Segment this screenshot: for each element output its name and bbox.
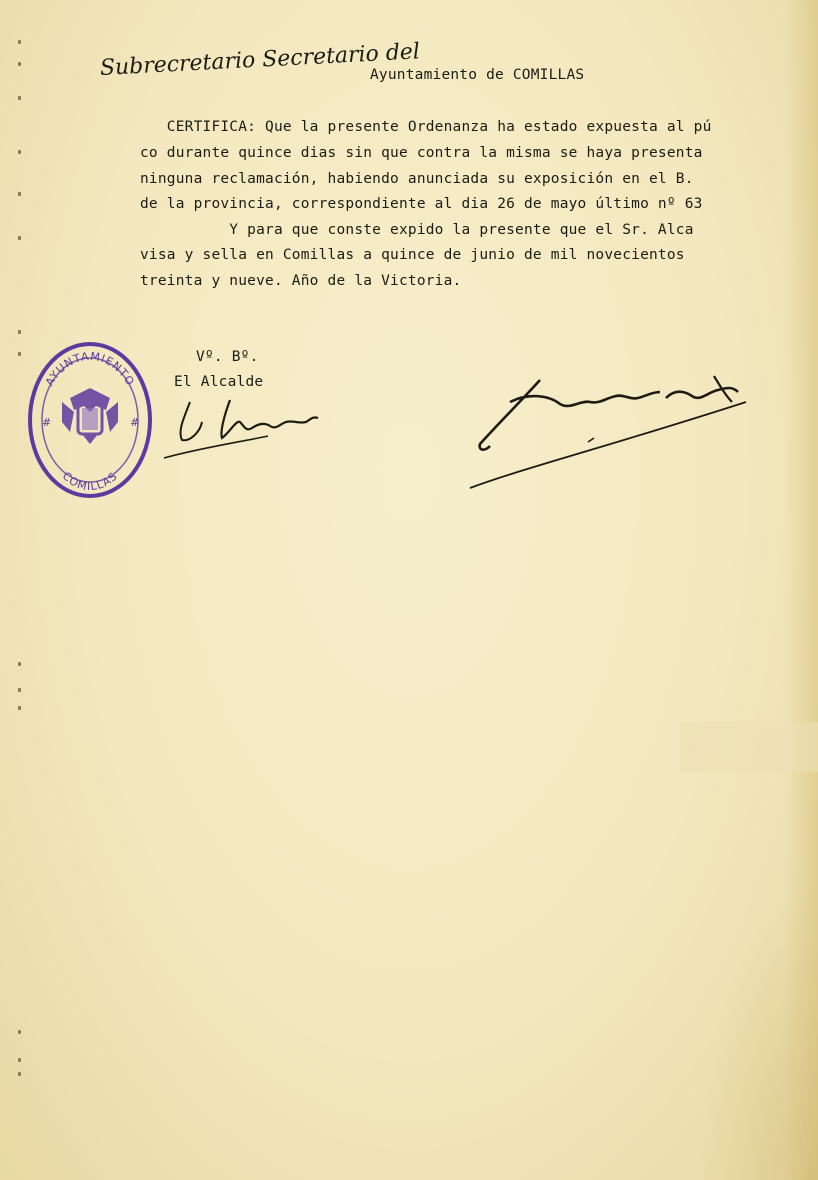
alcalde-signature: [160, 392, 330, 462]
typed-title: Ayuntamiento de COMILLAS: [370, 67, 585, 83]
punch-mark: [18, 236, 21, 240]
body-line: visa y sella en Comillas a quince de junio de mil novecientos: [140, 247, 685, 263]
punch-mark: [18, 706, 21, 710]
eagle-emblem-icon: [62, 388, 118, 444]
paper-corner-stain: [698, 880, 818, 1180]
body-line: de la provincia, correspondiente al dia 26 de mayo último nº 63: [140, 196, 703, 212]
handwritten-title: Subrecretario Secretario del: [99, 39, 421, 81]
punch-mark: [18, 352, 21, 356]
body-line: ninguna reclamación, habiendo anunciada su exposición en el B.: [140, 171, 694, 187]
punch-mark: [18, 96, 21, 100]
svg-text:#: #: [130, 416, 141, 429]
punch-mark: [18, 192, 21, 196]
svg-text:#: #: [42, 416, 53, 429]
body-line: treinta y nueve. Año de la Victoria.: [140, 273, 462, 289]
punch-mark: [18, 62, 21, 66]
alcalde-label: El Alcalde: [174, 374, 264, 390]
punch-mark: [18, 150, 21, 154]
punch-mark: [18, 1058, 21, 1062]
body-line: co durante quince dias sin que contra la misma se haya presenta: [140, 145, 703, 161]
vobo-label: Vº. Bº.: [196, 349, 259, 365]
punch-mark: [18, 40, 21, 44]
seal-top-text: AYUNTAMIENTO: [42, 349, 138, 389]
municipal-seal: [26, 340, 156, 500]
paper-stain: [680, 722, 818, 772]
punch-mark: [18, 1072, 21, 1076]
body-line: Y para que conste expido la presente que el Sr. Alca: [140, 222, 694, 238]
punch-mark: [18, 330, 21, 334]
punch-mark: [18, 662, 21, 666]
body-line: CERTIFICA: Que la presente Ordenanza ha estado expuesta al pú: [140, 119, 712, 135]
punch-mark: [18, 688, 21, 692]
secretary-signature: [470, 362, 760, 492]
punch-mark: [18, 1030, 21, 1034]
seal-bottom-text: COMILLAS: [59, 469, 121, 494]
